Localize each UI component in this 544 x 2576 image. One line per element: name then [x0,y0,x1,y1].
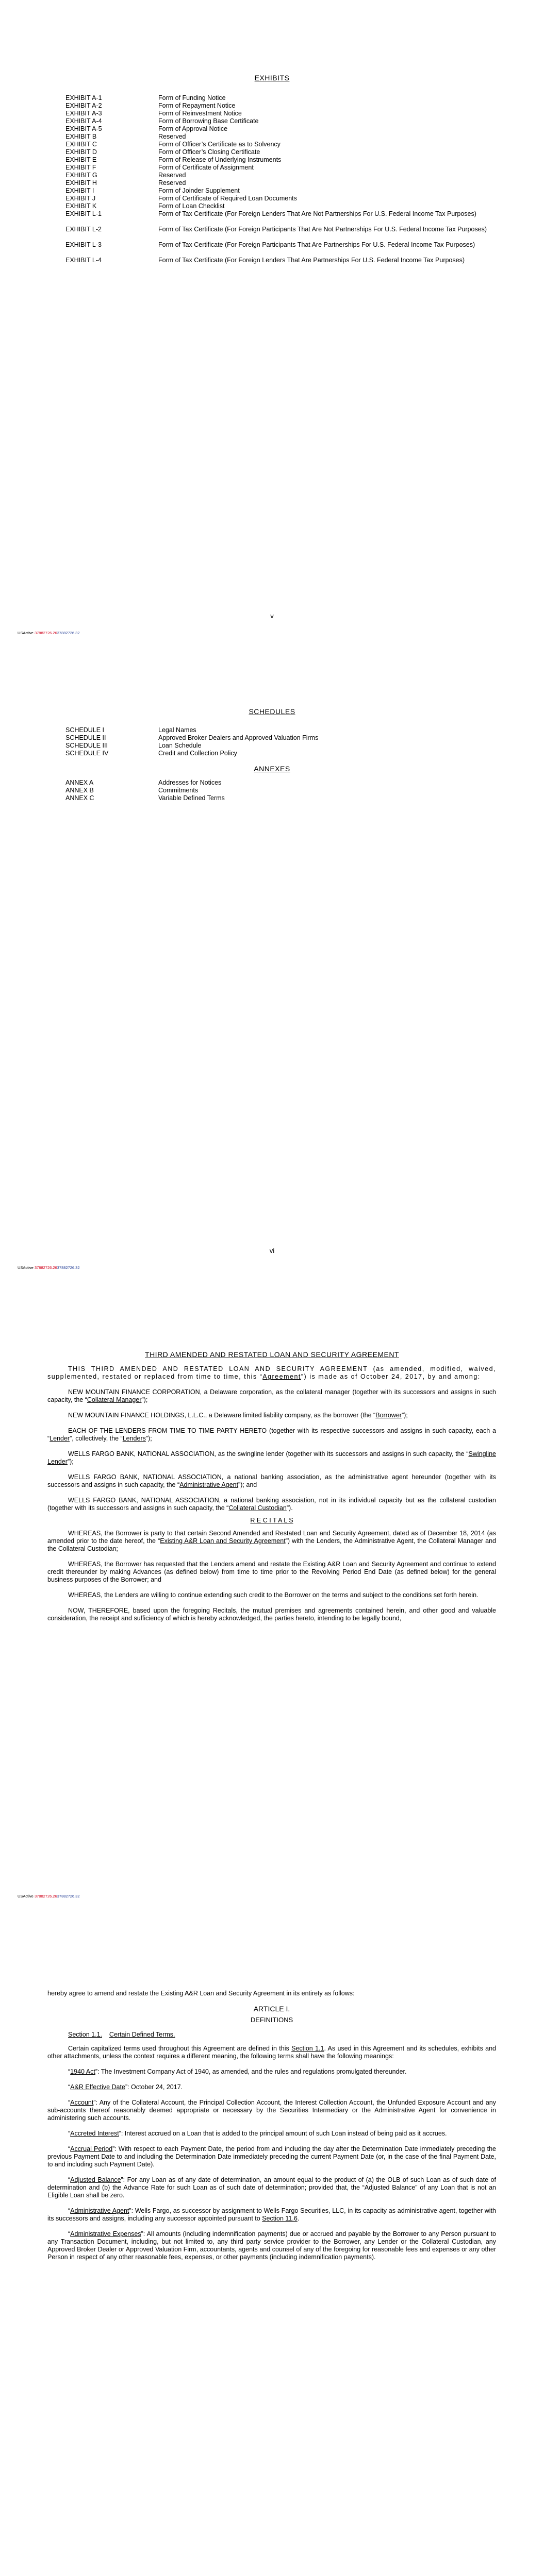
item-title: Form of Certificate of Required Loan Documents [158,195,297,202]
footer-docid: USActive 37882726.2637882726.32 [18,1894,80,1899]
item-code: EXHIBIT K [65,202,97,210]
party-collateral-manager: NEW MOUNTAIN FINANCE CORPORATION, a Delaware corporation, as the collateral manager (together with its successors and assigns in such capacity, the “Collateral Manager”); [47,1388,496,1403]
item-title: Form of Tax Certificate (For Foreign Lenders That Are Not Partnerships For U.S. Federal Income Tax Purposes) [158,210,476,217]
list-item [0,102,544,110]
list-item [0,156,544,164]
item-title: Form of Loan Checklist [158,202,225,210]
page-number: vi [269,1247,275,1255]
item-code: EXHIBIT C [65,141,97,148]
annexes-heading: ANNEXES [254,765,290,773]
section-intro: Certain capitalized terms used throughout this Agreement are defined in this Section 1.1. As used in this Agreement and its schedules, exhibits and other attachments, unless the context requires a different meaning, the following terms shall have the following meanings: [47,2045,497,2060]
item-code: ANNEX C [65,794,94,802]
item-code: EXHIBIT A-3 [65,110,102,117]
list-item [0,94,544,102]
def-adjusted-balance: “Adjusted Balance”: For any Loan as of any date of determination, an amount equal to the product of (a) the OLB of such Loan as of such date of determination and (b) the Advance Rate for such Loan as of such date of determination; provided that, the “Adjusted Balance” of any Loan that is not an Eligible Loan shall be zero. [47,2176,496,2199]
item-code: EXHIBIT E [65,156,97,163]
list-item [0,179,544,187]
schedules-list [0,726,544,757]
item-code: EXHIBIT I [65,187,94,194]
item-title: Form of Tax Certificate (For Foreign Participants That Are Not Partnerships For U.S. Federal Income Tax Purposes) [158,226,487,233]
party-collateral-custodian: WELLS FARGO BANK, NATIONAL ASSOCIATION, a national banking association, not in its individual capacity but as the collateral custodian (together with its successors and assigns in such capacity, the “Collateral Custodian”). [47,1497,496,1512]
recital-2: WHEREAS, the Borrower has requested that the Lenders amend and restate the Existing A&R Loan and Security Agreement and continue to extend credit thereunder by making Advances (as defined below) from time to time prior to the Revolving Period End Date (as defined below) for the general business purposes of the Borrower; and [47,1561,496,1583]
list-item [0,742,544,750]
item-code: EXHIBIT L-2 [65,226,102,233]
item-code: ANNEX B [65,787,94,794]
item-code: SCHEDULE II [65,734,106,741]
list-item [0,226,544,241]
list-item [0,148,544,156]
item-title: Approved Broker Dealers and Approved Valuation Firms [158,734,319,741]
item-code: EXHIBIT A-2 [65,102,102,109]
list-item [0,210,544,226]
item-code: EXHIBIT H [65,179,97,187]
footer-docid: USActive 37882726.2637882726.32 [18,631,80,635]
item-code: EXHIBIT B [65,133,97,140]
item-code: EXHIBIT J [65,195,96,202]
party-administrative-agent: WELLS FARGO BANK, NATIONAL ASSOCIATION, a national banking association, as the administrative agent hereunder (together with its successors and assigns in such capacity, the “Administrative Agent”); and [47,1473,496,1488]
list-item [0,787,544,794]
list-item [0,726,544,734]
item-title: Form of Reinvestment Notice [158,110,242,117]
item-code: EXHIBIT L-1 [65,210,102,217]
list-item [0,187,544,195]
list-item [0,110,544,117]
schedules-heading: SCHEDULES [249,707,295,716]
list-item [0,195,544,202]
item-title: Form of Joinder Supplement [158,187,240,194]
item-title: Form of Tax Certificate (For Foreign Participants That Are Partnerships For U.S. Federal Income Tax Purposes) [158,241,475,248]
item-code: SCHEDULE III [65,742,108,749]
article-number: ARTICLE I. [253,2005,290,2013]
party-swingline-lender: WELLS FARGO BANK, NATIONAL ASSOCIATION, as the swingline lender (together with its successors and assigns in such capacity, the “Swingline Lender”); [47,1450,496,1465]
item-title: Form of Certificate of Assignment [158,164,254,171]
item-code: SCHEDULE IV [65,750,109,757]
def-account: “Account”: Any of the Collateral Account, the Principal Collection Account, the Interest Collection Account, the Unfunded Exposure Account and any sub-accounts thereof reasonably deemed appropriate or necessary by the Securities Intermediary or the Administrative Agent for convenience in administering such accounts. [47,2099,496,2122]
item-title: Form of Borrowing Base Certificate [158,117,259,125]
item-title: Form of Approval Notice [158,125,228,132]
exhibits-list [0,94,544,272]
item-title: Form of Funding Notice [158,94,226,101]
list-item [0,125,544,133]
party-borrower: NEW MOUNTAIN FINANCE HOLDINGS, L.L.C., a Delaware limited liability company, as the borrower (the “Borrower”); [68,1412,408,1419]
list-item [0,794,544,802]
item-title: Form of Officer’s Closing Certificate [158,148,260,156]
def-accreted-interest: “Accreted Interest”: Interest accrued on a Loan that is added to the principal amount of such Loan instead of being paid as it accrues. [68,2130,447,2137]
exhibits-heading: EXHIBITS [254,74,290,82]
item-code: EXHIBIT D [65,148,97,156]
list-item [0,141,544,148]
item-title: Loan Schedule [158,742,202,749]
item-code: EXHIBIT A-1 [65,94,102,101]
agreement-title: THIRD AMENDED AND RESTATED LOAN AND SECURITY AGREEMENT [145,1350,399,1359]
section-heading: Section 1.1. Certain Defined Terms. [68,2031,175,2038]
item-code: EXHIBIT L-3 [65,241,102,248]
item-title: Form of Release of Underlying Instruments [158,156,282,163]
continuation-text: hereby agree to amend and restate the Existing A&R Loan and Security Agreement in its entirety as follows: [47,1990,355,1997]
item-code: EXHIBIT F [65,164,96,171]
preamble: THIS THIRD AMENDED AND RESTATED LOAN AND SECURITY AGREEMENT (as amended, modified, waived, supplemented, restated or replaced from time to time, this “Agreement”) is made as of October 24, 2017, by and among: [47,1365,496,1380]
item-code: EXHIBIT G [65,172,97,179]
item-title: Reserved [158,133,186,140]
item-code: EXHIBIT A-5 [65,125,102,132]
item-title: Reserved [158,172,186,179]
recital-3: WHEREAS, the Lenders are willing to continue extending such credit to the Borrower on the terms and subject to the conditions set forth herein. [68,1591,479,1599]
item-title: Legal Names [158,726,196,734]
def-administrative-agent: “Administrative Agent”: Wells Fargo, as successor by assignment to Wells Fargo Securities, LLC, in its capacity as administrative agent, together with its successors and assigns, including any successor appointed pursuant to Section 11.6. [47,2207,496,2222]
article-body [47,1990,496,2269]
item-code: SCHEDULE I [65,726,105,734]
article-title: DEFINITIONS [250,2016,293,2024]
party-lenders: EACH OF THE LENDERS FROM TIME TO TIME PARTY HERETO (together with its respective successors and assigns in such capacity, each a “Lender”, collectively, the “Lenders”); [47,1427,496,1442]
item-code: ANNEX A [65,779,94,786]
item-title: Form of Repayment Notice [158,102,236,109]
recital-4: NOW, THEREFORE, based upon the foregoing Recitals, the mutual premises and agreements contained herein, and other good and valuable consideration, the receipt and sufficiency of which is hereby acknowledged, the parties hereto, intending to be legally bound, [47,1607,496,1622]
item-code: EXHIBIT A-4 [65,117,102,125]
list-item [0,779,544,787]
def-administrative-expenses: “Administrative Expenses”: All amounts (including indemnification payments) due or accrued and payable by the Borrower to any Person pursuant to any Transaction Document, including, but not limited to, any third party service provider to the Borrower, any Lender or the Collateral Custodian, any Approved Broker Dealer or Approved Valuation Firm, accountants, agents and counsel of any of the foregoing for reasonable fees and expenses or any other Person in respect of any other reasonable fees, expenses, or other payments (including indemnification payments). [47,2230,496,2261]
list-item [0,241,544,257]
footer-docid: USActive 37882726.2637882726.32 [18,1265,80,1270]
list-item [0,734,544,742]
list-item [0,257,544,272]
def-1940-act: “1940 Act”: The Investment Company Act of 1940, as amended, and the rules and regulations promulgated thereunder. [68,2068,407,2075]
recitals-heading: R E C I T A L S [250,1517,293,1524]
item-title: Variable Defined Terms [158,794,225,802]
annexes-list [0,779,544,802]
item-title: Form of Tax Certificate (For Foreign Lenders That Are Partnerships For U.S. Federal Income Tax Purposes) [158,257,465,264]
item-title: Form of Officer’s Certificate as to Solvency [158,141,281,148]
def-ar-effective-date: “A&R Effective Date”: October 24, 2017. [68,2083,183,2091]
list-item [0,164,544,172]
def-accrual-period: “Accrual Period”: With respect to each Payment Date, the period from and including the day after the Determination Date immediately preceding the previous Payment Date to and including the Determination Date immediately preceding the current Payment Date (or, in the case of the final Payment Date, to and including such Payment Date). [47,2145,496,2168]
recital-1: WHEREAS, the Borrower is party to that certain Second Amended and Restated Loan and Security Agreement, dated as of December 18, 2014 (as amended prior to the date hereof, the “Existing A&R Loan and Security Agreement”) with the Lenders, the Administrative Agent, the Collateral Manager and the Collateral Custodian; [47,1530,497,1552]
list-item [0,117,544,125]
page-number: v [270,612,274,620]
item-title: Credit and Collection Policy [158,750,237,757]
list-item [0,172,544,179]
agreement-body [47,1365,496,1630]
list-item [0,133,544,141]
list-item [0,750,544,757]
list-item [0,202,544,210]
item-code: EXHIBIT L-4 [65,257,102,264]
item-title: Addresses for Notices [158,779,222,786]
item-title: Commitments [158,787,199,794]
item-title: Reserved [158,179,186,187]
